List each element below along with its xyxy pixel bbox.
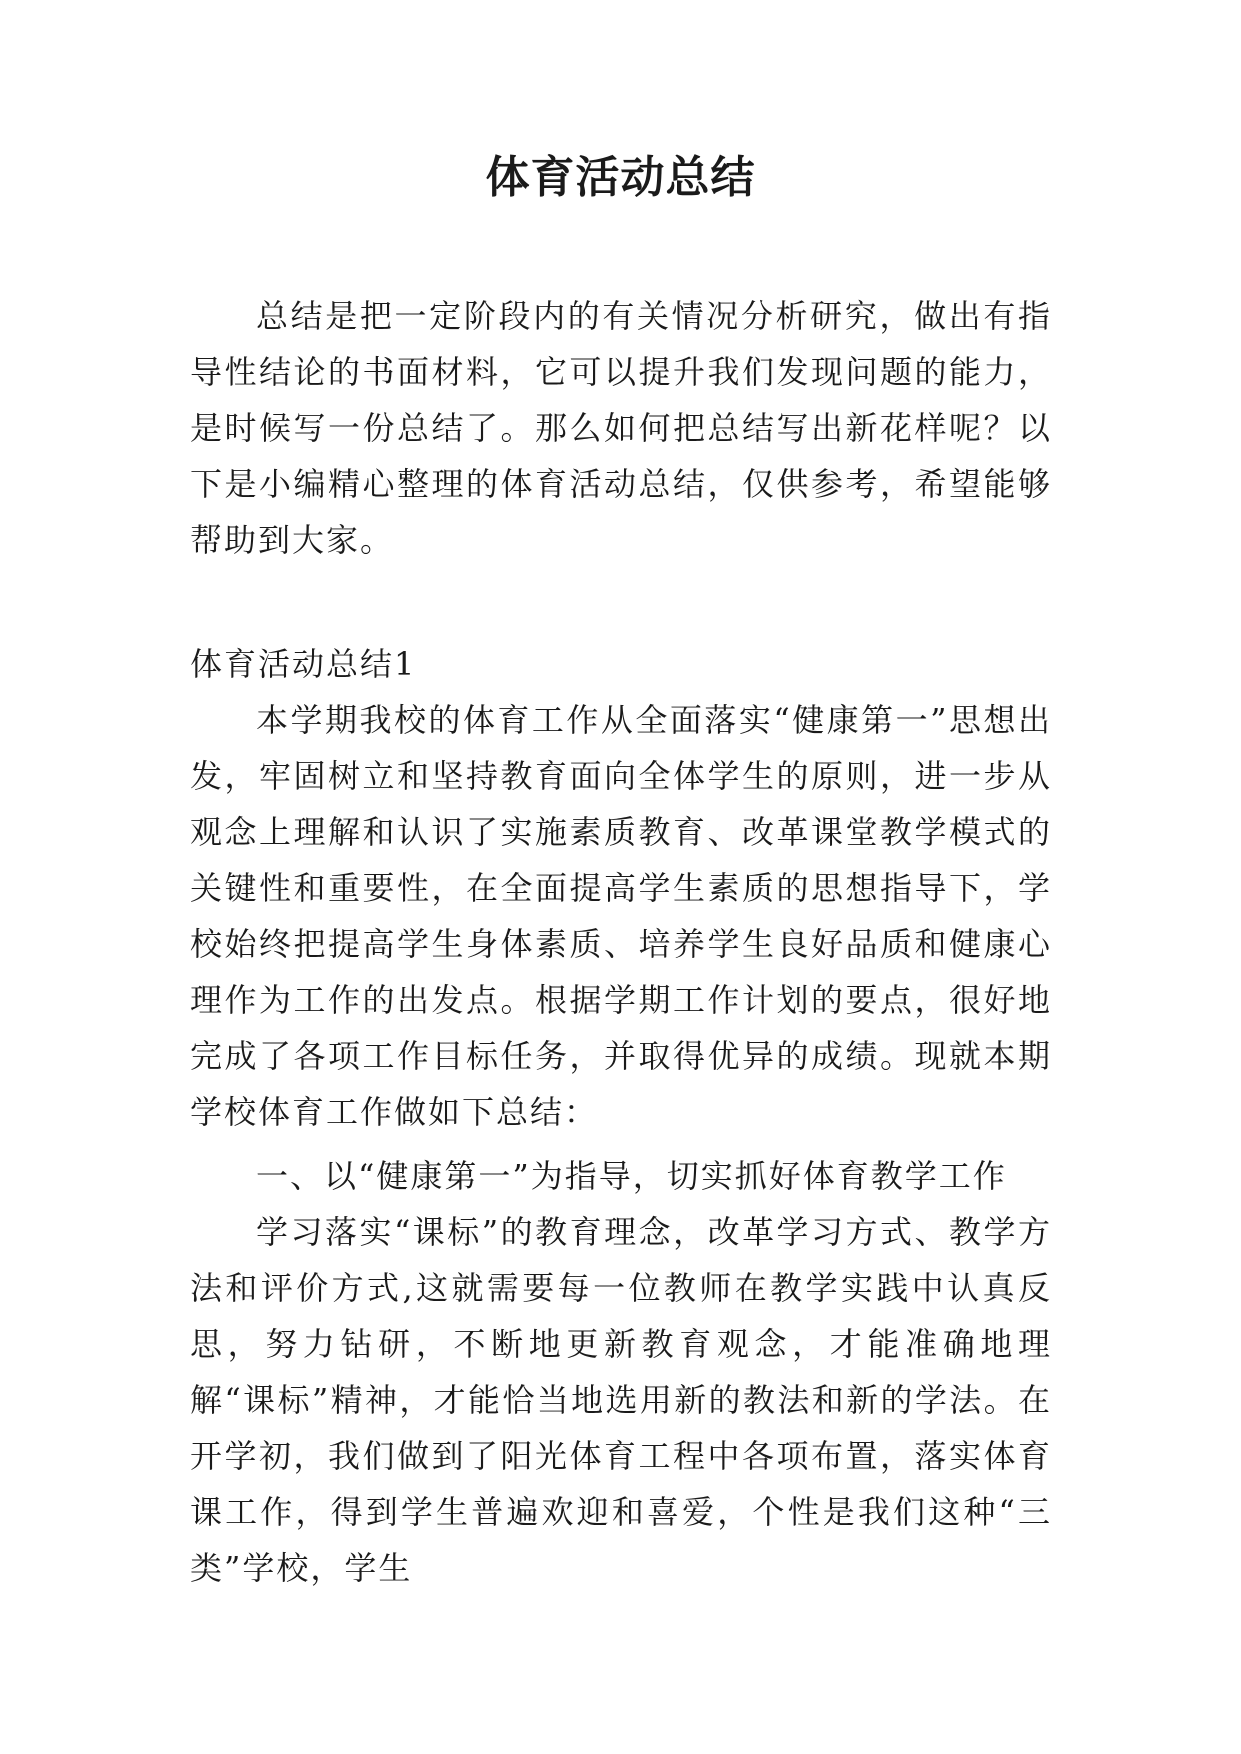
document-title: 体育活动总结 (485, 152, 756, 203)
body-paragraph-1: 本学期我校的体育工作从全面落实“健康第一”思想出发，牢固树立和坚持教育面向全体学生的原则，进一步从观念上理解和认识了实施素质教育、改革课堂教学模式的关键性和重要性，在全面提高学生素质的思想指导下，学校始终把提高学生身体素质、培养学生良好品质和健康心理作为工作的出发点。根据学期工作计划的要点，很好地完成了各项工作目标任务，并取得优异的成绩。现就本期学校体育工作做如下总结： (190, 701, 1052, 1131)
section-heading: 体育活动总结1 (190, 645, 417, 683)
point-heading-1: 一、以“健康第一”为指导，切实抓好体育教学工作 (256, 1157, 1007, 1195)
intro-paragraph: 总结是把一定阶段内的有关情况分析研究，做出有指导性结论的书面材料，它可以提升我们发现问题的能力，是时候写一份总结了。那么如何把总结写出新花样呢？以下是小编精心整理的体育活动总结，仅供参考，希望能够帮助到大家。 (190, 297, 1052, 559)
body-paragraph-2: 学习落实“课标”的教育理念，改革学习方式、教学方法和评价方式,这就需要每一位教师在教学实践中认真反思，努力钻研，不断地更新教育观念，才能准确地理解“课标”精神，才能恰当地选用新的教法和新的学法。在开学初，我们做到了阳光体育工程中各项布置，落实体育课工作，得到学生普遍欢迎和喜爱，个性是我们这种“三类”学校，学生 (190, 1213, 1052, 1587)
